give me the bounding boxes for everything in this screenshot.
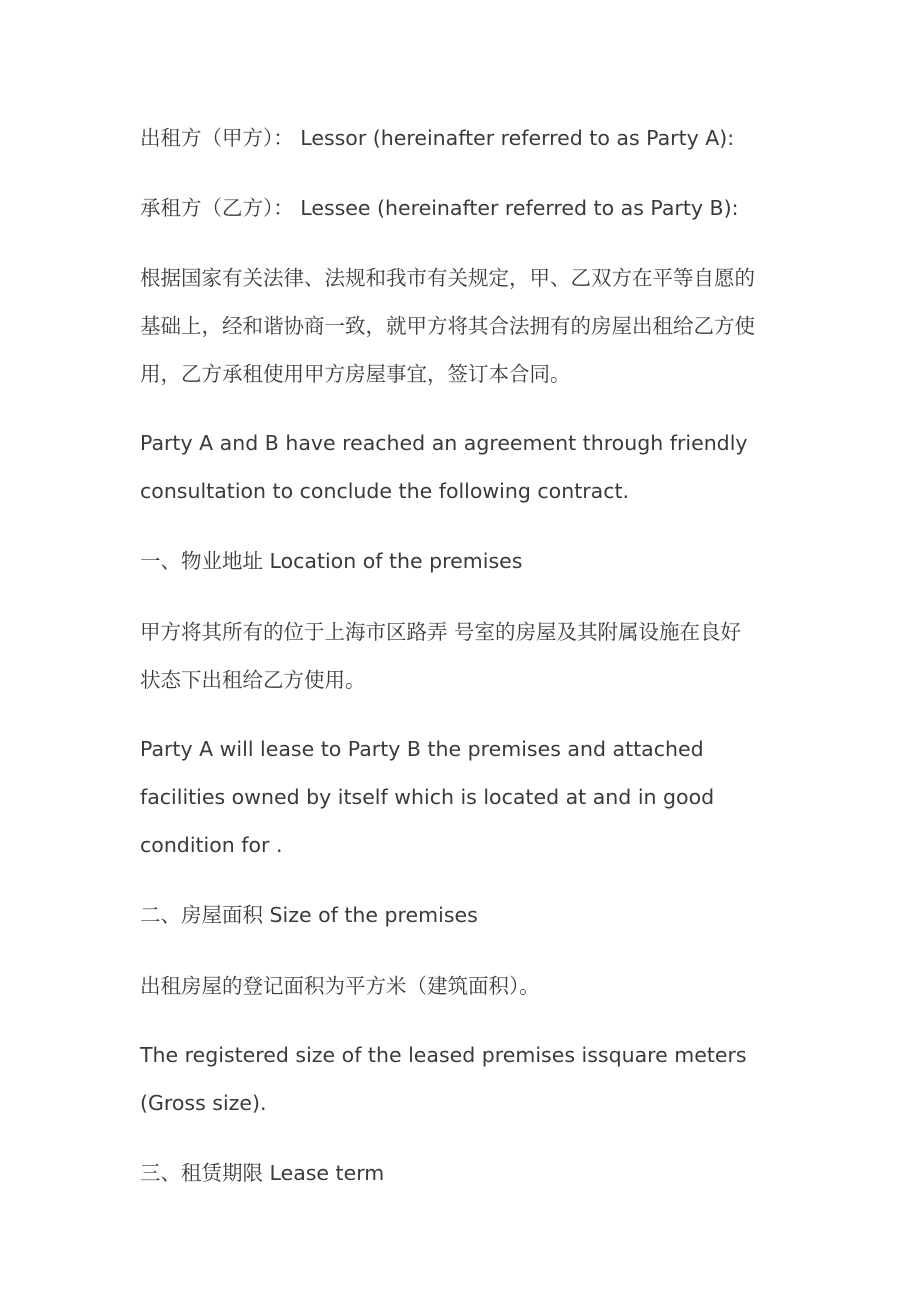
section-2-heading (140, 891, 790, 939)
paragraph-line: The registered size of the leased premises issquare meters (140, 1043, 747, 1067)
lessor-text: 出租方（甲方）： Lessor (hereinafter referred to as Party A): (140, 126, 735, 150)
section-2-chinese-paragraph (140, 962, 790, 1010)
section-1-chinese-paragraph (140, 608, 790, 704)
lessor-line (140, 114, 790, 162)
heading-text: 二、房屋面积 Size of the premises (140, 903, 478, 927)
paragraph-line: consultation to conclude the following contract. (140, 479, 630, 503)
heading-text: 三、租赁期限 Lease term (140, 1161, 385, 1185)
section-1-heading (140, 537, 790, 585)
paragraph-line: (Gross size). (140, 1091, 267, 1115)
paragraph-line: 甲方将其所有的位于上海市区路弄 号室的房屋及其附属设施在良好 (140, 620, 742, 644)
heading-text: 一、物业地址 Location of the premises (140, 549, 523, 573)
intro-english-paragraph (140, 419, 790, 515)
paragraph-line: 出租房屋的登记面积为平方米（建筑面积）。 (140, 974, 540, 998)
paragraph-line: 状态下出租给乙方使用。 (140, 668, 366, 692)
lessee-line (140, 184, 790, 232)
paragraph-line: 基础上，经和谐协商一致，就甲方将其合法拥有的房屋出租给乙方使 (140, 314, 755, 338)
paragraph-line: Party A and B have reached an agreement through friendly (140, 431, 748, 455)
paragraph-line: condition for . (140, 833, 283, 857)
intro-chinese-paragraph (140, 254, 790, 398)
section-1-english-paragraph (140, 725, 790, 869)
paragraph-line: 根据国家有关法律、法规和我市有关规定，甲、乙双方在平等自愿的 (140, 266, 755, 290)
lessee-text: 承租方（乙方）： Lessee (hereinafter referred to as Party B): (140, 196, 739, 220)
paragraph-line: facilities owned by itself which is located at and in good (140, 785, 715, 809)
paragraph-line: 用，乙方承租使用甲方房屋事宜，签订本合同。 (140, 362, 571, 386)
section-3-heading (140, 1149, 790, 1197)
paragraph-line: Party A will lease to Party B the premises and attached (140, 737, 704, 761)
section-2-english-paragraph (140, 1031, 790, 1127)
